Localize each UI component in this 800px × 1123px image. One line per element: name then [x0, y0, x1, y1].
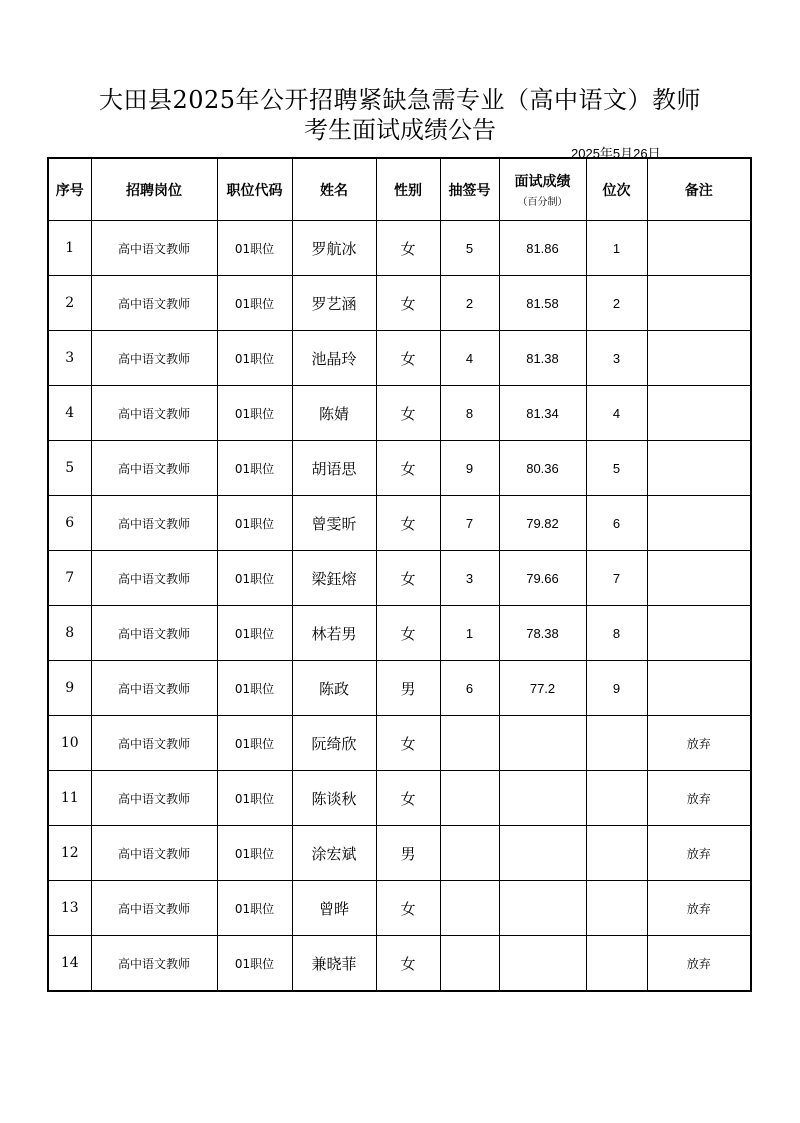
cell-code: 01职位	[217, 551, 292, 606]
cell-sex: 男	[376, 661, 440, 716]
cell-sex: 女	[376, 276, 440, 331]
cell-code: 01职位	[217, 661, 292, 716]
cell-score	[499, 826, 586, 881]
cell-seq: 7	[48, 551, 91, 606]
cell-code: 01职位	[217, 716, 292, 771]
cell-post: 高中语文教师	[91, 441, 217, 496]
cell-sex: 女	[376, 386, 440, 441]
cell-note: 放弃	[647, 936, 751, 992]
cell-seq: 3	[48, 331, 91, 386]
cell-sex: 女	[376, 606, 440, 661]
cell-seq: 9	[48, 661, 91, 716]
cell-name: 罗艺涵	[292, 276, 376, 331]
cell-draw	[440, 936, 499, 992]
cell-sex: 女	[376, 496, 440, 551]
cell-name: 陈婧	[292, 386, 376, 441]
cell-draw: 1	[440, 606, 499, 661]
cell-rank: 9	[586, 661, 647, 716]
cell-code: 01职位	[217, 221, 292, 276]
cell-score: 80.36	[499, 441, 586, 496]
cell-rank: 5	[586, 441, 647, 496]
cell-sex: 女	[376, 936, 440, 992]
cell-code: 01职位	[217, 606, 292, 661]
header-draw: 抽签号	[440, 158, 499, 221]
cell-post: 高中语文教师	[91, 551, 217, 606]
cell-draw: 6	[440, 661, 499, 716]
cell-note	[647, 441, 751, 496]
table-header-row	[48, 158, 751, 221]
cell-post: 高中语文教师	[91, 606, 217, 661]
cell-post: 高中语文教师	[91, 331, 217, 386]
cell-post: 高中语文教师	[91, 826, 217, 881]
cell-name: 陈谈秋	[292, 771, 376, 826]
cell-draw	[440, 716, 499, 771]
cell-rank	[586, 826, 647, 881]
table-row	[48, 936, 751, 992]
cell-rank	[586, 936, 647, 992]
cell-score: 81.86	[499, 221, 586, 276]
table-row	[48, 221, 751, 276]
cell-score	[499, 771, 586, 826]
cell-draw	[440, 771, 499, 826]
cell-seq: 2	[48, 276, 91, 331]
cell-score: 81.58	[499, 276, 586, 331]
cell-rank: 2	[586, 276, 647, 331]
cell-post: 高中语文教师	[91, 386, 217, 441]
table-row	[48, 881, 751, 936]
cell-draw: 4	[440, 331, 499, 386]
announcement-date: 2025年5月26日	[571, 146, 661, 161]
cell-draw	[440, 826, 499, 881]
cell-sex: 女	[376, 716, 440, 771]
cell-rank: 6	[586, 496, 647, 551]
cell-note	[647, 331, 751, 386]
cell-note	[647, 496, 751, 551]
cell-seq: 4	[48, 386, 91, 441]
cell-note	[647, 661, 751, 716]
cell-sex: 女	[376, 441, 440, 496]
cell-post: 高中语文教师	[91, 771, 217, 826]
cell-post: 高中语文教师	[91, 221, 217, 276]
cell-seq: 1	[48, 221, 91, 276]
cell-name: 胡语思	[292, 441, 376, 496]
cell-note	[647, 221, 751, 276]
cell-name: 陈政	[292, 661, 376, 716]
table-row	[48, 606, 751, 661]
cell-name: 梁鈺熔	[292, 551, 376, 606]
cell-note: 放弃	[647, 716, 751, 771]
cell-note	[647, 551, 751, 606]
cell-seq: 6	[48, 496, 91, 551]
cell-score: 79.82	[499, 496, 586, 551]
cell-score: 81.34	[499, 386, 586, 441]
header-rank: 位次	[586, 158, 647, 221]
cell-rank: 8	[586, 606, 647, 661]
cell-name: 涂宏斌	[292, 826, 376, 881]
cell-name: 兼晓菲	[292, 936, 376, 992]
cell-code: 01职位	[217, 331, 292, 386]
cell-name: 林若男	[292, 606, 376, 661]
table-row	[48, 496, 751, 551]
header-note: 备注	[647, 158, 751, 221]
cell-note: 放弃	[647, 881, 751, 936]
cell-rank	[586, 881, 647, 936]
header-score-label: 面试成绩	[514, 174, 571, 190]
cell-sex: 女	[376, 551, 440, 606]
cell-code: 01职位	[217, 276, 292, 331]
cell-post: 高中语文教师	[91, 716, 217, 771]
cell-seq: 13	[48, 881, 91, 936]
cell-seq: 5	[48, 441, 91, 496]
cell-code: 01职位	[217, 881, 292, 936]
cell-rank	[586, 716, 647, 771]
table-row	[48, 276, 751, 331]
cell-post: 高中语文教师	[91, 661, 217, 716]
header-score	[499, 158, 586, 221]
header-sex: 性别	[376, 158, 440, 221]
cell-sex: 女	[376, 881, 440, 936]
cell-seq: 8	[48, 606, 91, 661]
cell-name: 曾晔	[292, 881, 376, 936]
cell-draw: 7	[440, 496, 499, 551]
cell-note: 放弃	[647, 771, 751, 826]
table-row	[48, 551, 751, 606]
cell-post: 高中语文教师	[91, 881, 217, 936]
header-code: 职位代码	[217, 158, 292, 221]
cell-note	[647, 606, 751, 661]
table-row	[48, 716, 751, 771]
cell-sex: 女	[376, 771, 440, 826]
cell-score: 81.38	[499, 331, 586, 386]
cell-code: 01职位	[217, 826, 292, 881]
cell-rank: 3	[586, 331, 647, 386]
cell-name: 阮绮欣	[292, 716, 376, 771]
cell-rank: 1	[586, 221, 647, 276]
header-score-sub: （百分制）	[517, 197, 568, 208]
cell-score	[499, 881, 586, 936]
cell-rank: 4	[586, 386, 647, 441]
cell-note: 放弃	[647, 826, 751, 881]
table-row	[48, 331, 751, 386]
header-post: 招聘岗位	[91, 158, 217, 221]
cell-rank	[586, 771, 647, 826]
table-row	[48, 826, 751, 881]
cell-draw	[440, 881, 499, 936]
cell-score: 77.2	[499, 661, 586, 716]
cell-post: 高中语文教师	[91, 496, 217, 551]
cell-post: 高中语文教师	[91, 936, 217, 992]
cell-rank: 7	[586, 551, 647, 606]
page-title: 大田县2025年公开招聘紧缺急需专业（高中语文）教师	[98, 86, 702, 114]
cell-score: 78.38	[499, 606, 586, 661]
cell-seq: 12	[48, 826, 91, 881]
cell-code: 01职位	[217, 386, 292, 441]
header-seq: 序号	[48, 158, 91, 221]
cell-draw: 2	[440, 276, 499, 331]
cell-code: 01职位	[217, 496, 292, 551]
cell-draw: 8	[440, 386, 499, 441]
cell-name: 池晶玲	[292, 331, 376, 386]
cell-sex: 女	[376, 331, 440, 386]
cell-seq: 14	[48, 936, 91, 992]
results-table	[47, 157, 752, 992]
cell-draw: 5	[440, 221, 499, 276]
page-subtitle: 考生面试成绩公告	[304, 116, 496, 144]
cell-score	[499, 936, 586, 992]
cell-name: 曾雯昕	[292, 496, 376, 551]
cell-post: 高中语文教师	[91, 276, 217, 331]
cell-seq: 10	[48, 716, 91, 771]
table-row	[48, 661, 751, 716]
cell-code: 01职位	[217, 936, 292, 992]
cell-code: 01职位	[217, 441, 292, 496]
cell-sex: 男	[376, 826, 440, 881]
cell-seq: 11	[48, 771, 91, 826]
cell-draw: 9	[440, 441, 499, 496]
cell-draw: 3	[440, 551, 499, 606]
table-row	[48, 771, 751, 826]
table-row	[48, 441, 751, 496]
cell-note	[647, 276, 751, 331]
cell-note	[647, 386, 751, 441]
cell-name: 罗航冰	[292, 221, 376, 276]
cell-code: 01职位	[217, 771, 292, 826]
cell-score: 79.66	[499, 551, 586, 606]
header-name: 姓名	[292, 158, 376, 221]
cell-score	[499, 716, 586, 771]
table-row	[48, 386, 751, 441]
cell-sex: 女	[376, 221, 440, 276]
